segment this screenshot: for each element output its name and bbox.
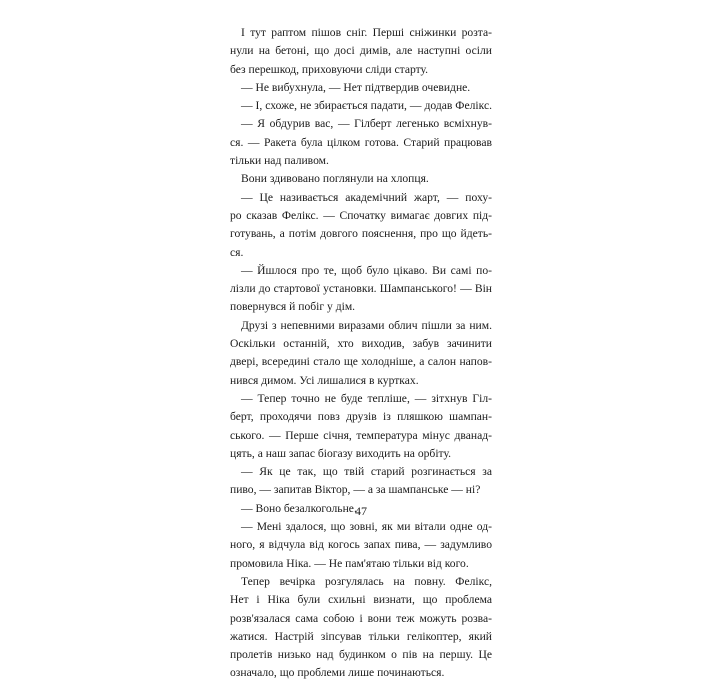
text-line: — Я обдурив вас, — Гілберт легенько всміхнув- <box>241 117 492 131</box>
text-line: промовила Ніка. — Не пам'ятаю тільки від кого. <box>230 556 469 570</box>
text-line: без перешкод, приховуючи сліди старту. <box>230 62 429 76</box>
text-line: Оскільки останній, хто виходив, забув зачинити <box>230 337 492 351</box>
text-line: — Це називається академічний жарт, — поху- <box>241 190 492 204</box>
text-line: нився димом. Усі лишалися в куртках. <box>230 373 419 387</box>
text-line: — І, схоже, не збирається падати, — додав Фелікс. <box>241 99 492 113</box>
text-column <box>230 24 492 683</box>
text-line: ного, я відчула від когось запах пива, — задумливо <box>230 538 492 552</box>
text-line: цять, а наш запас біогазу виходить на орбіту. <box>230 446 451 460</box>
text-line: Друзі з непевними виразами облич пішли за ним. <box>241 318 492 332</box>
text-line: Нет і Ніка були схильні визнати, що проблема <box>230 593 492 607</box>
text-line: тільки над паливом. <box>230 154 329 168</box>
text-line: — Тепер точно не буде тепліше, — зітхнув Гіл- <box>241 391 492 405</box>
text-line: — Мені здалося, що зовні, як ми вітали одне од- <box>241 520 492 534</box>
text-line: розв'язалася сама собою і вони теж можуть розва- <box>230 611 492 625</box>
text-line: готувань, а потім довгого пояснення, про що йдеть- <box>230 227 492 241</box>
text-line: — Не вибухнула, — Нет підтвердив очевидне. <box>241 80 471 94</box>
text-line: пиво, — запитав Віктор, — а за шампанське — ні? <box>230 483 481 497</box>
text-line: повернувся й побіг у дім. <box>230 300 356 314</box>
text-line: І тут раптом пішов сніг. Перші сніжинки розта- <box>241 26 492 39</box>
text-line: означало, що проблеми лише починаються. <box>230 666 445 680</box>
text-line: — Воно безалкогольне. <box>241 501 357 515</box>
text-line: нули на бетоні, що досі димів, але наступні осіли <box>230 44 492 58</box>
text-line: ського. — Перше січня, температура мінус дванад- <box>230 428 492 442</box>
text-line: ро сказав Фелікс. — Спочатку вимагає довгих під- <box>230 208 492 222</box>
text-line: — Як це так, що твій старий розгинається за <box>241 465 492 479</box>
text-line: жатися. Настрій зіпсував тільки гелікоптер, який <box>230 629 492 643</box>
text-line: берт, проходячи повз друзів із пляшкою шампан- <box>230 410 492 424</box>
text-line: ся. — Ракета була цілком готова. Старий працював <box>230 135 492 149</box>
text-line: лізли до стартової установки. Шампанського! — Він <box>230 282 492 296</box>
text-line: Тепер вечірка розгулялась на повну. Фелікс, <box>241 574 492 588</box>
page-number: 47 <box>355 504 367 518</box>
text-line: двері, всередині стало ще холодніше, а салон напов- <box>230 355 492 369</box>
text-line: ся. <box>230 245 244 259</box>
text-line: — Йшлося про те, щоб було цікаво. Ви самі по- <box>241 263 492 277</box>
text-line: Вони здивовано поглянули на хлопця. <box>241 172 429 186</box>
text-line: пролетів низько над будинком о пів на першу. Це <box>230 648 492 662</box>
